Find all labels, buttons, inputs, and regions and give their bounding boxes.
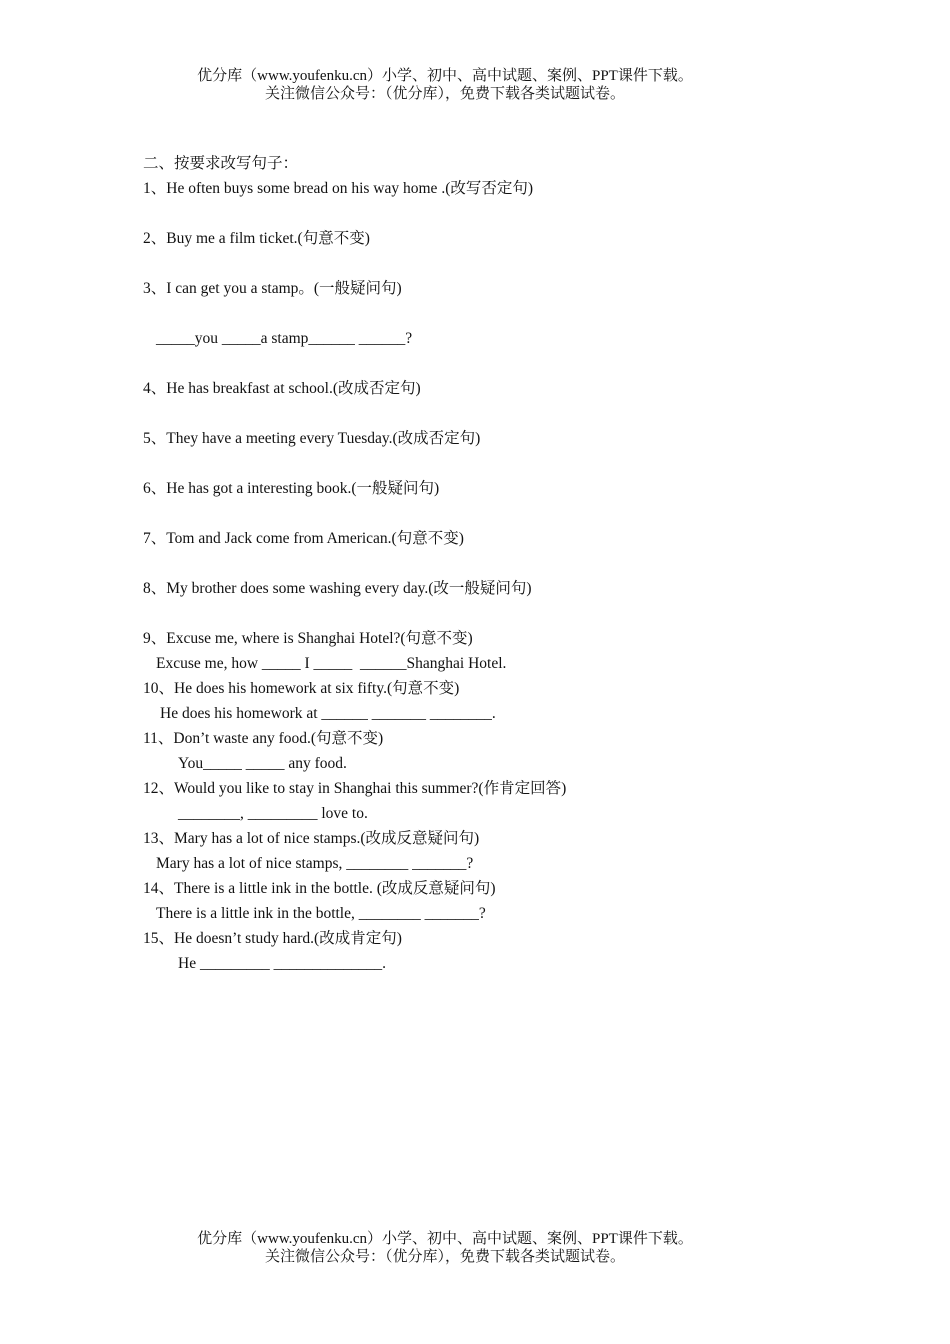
question-3: 3、I can get you a stamp。(一般疑问句) [143, 280, 402, 297]
question-12-answer: ________, _________ love to. [178, 805, 368, 822]
answer-space [143, 401, 863, 426]
answer-space [143, 201, 863, 226]
question-3-answer: _____you _____a stamp______ ______? [156, 330, 413, 347]
question-9: 9、Excuse me, where is Shanghai Hotel?(句意不变) [143, 630, 473, 647]
answer-space [143, 351, 863, 376]
page-header [0, 67, 890, 103]
section-title: 二、按要求改写句子： [143, 155, 299, 172]
question-5: 5、They have a meeting every Tuesday.(改成否定句) [143, 430, 481, 447]
answer-space [143, 551, 863, 576]
question-13-answer: Mary has a lot of nice stamps, ________ _______? [156, 855, 474, 872]
exercise-content [143, 151, 863, 976]
answer-space [143, 501, 863, 526]
header-line-1: 优分库（www.youfenku.cn）小学、初中、高中试题、案例、PPT课件下载。 [197, 68, 693, 84]
question-11: 11、Don’t waste any food.(句意不变) [143, 730, 384, 747]
question-11-answer: You_____ _____ any food. [178, 755, 347, 772]
question-1: 1、He often buys some bread on his way home .(改写否定句) [143, 180, 534, 197]
question-10-answer: He does his homework at ______ _______ ________. [160, 705, 496, 722]
answer-space [143, 451, 863, 476]
question-15-answer: He _________ ______________. [178, 955, 386, 972]
question-4: 4、He has breakfast at school.(改成否定句) [143, 380, 421, 397]
footer-line-2: 关注微信公众号：（优分库），免费下载各类试题试卷。 [264, 1249, 625, 1265]
question-15: 15、He doesn’t study hard.(改成肯定句) [143, 930, 402, 947]
question-6: 6、He has got a interesting book.(一般疑问句) [143, 480, 440, 497]
question-14: 14、There is a little ink in the bottle. (改成反意疑问句) [143, 880, 496, 897]
question-8: 8、My brother does some washing every day.(改一般疑问句) [143, 580, 532, 597]
question-12: 12、Would you like to stay in Shanghai this summer?(作肯定回答) [143, 780, 567, 797]
page-footer [0, 1230, 890, 1266]
answer-space [143, 601, 863, 626]
answer-space [143, 301, 863, 326]
question-9-answer: Excuse me, how _____ I _____ ______Shanghai Hotel. [156, 655, 507, 672]
question-7: 7、Tom and Jack come from American.(句意不变) [143, 530, 464, 547]
answer-space [143, 251, 863, 276]
question-10: 10、He does his homework at six fifty.(句意不变) [143, 680, 460, 697]
footer-line-1: 优分库（www.youfenku.cn）小学、初中、高中试题、案例、PPT课件下载。 [197, 1231, 693, 1247]
question-2: 2、Buy me a film ticket.(句意不变) [143, 230, 370, 247]
header-line-2: 关注微信公众号：（优分库），免费下载各类试题试卷。 [264, 86, 625, 102]
question-14-answer: There is a little ink in the bottle, ________ _______? [156, 905, 486, 922]
question-13: 13、Mary has a lot of nice stamps.(改成反意疑问句) [143, 830, 480, 847]
